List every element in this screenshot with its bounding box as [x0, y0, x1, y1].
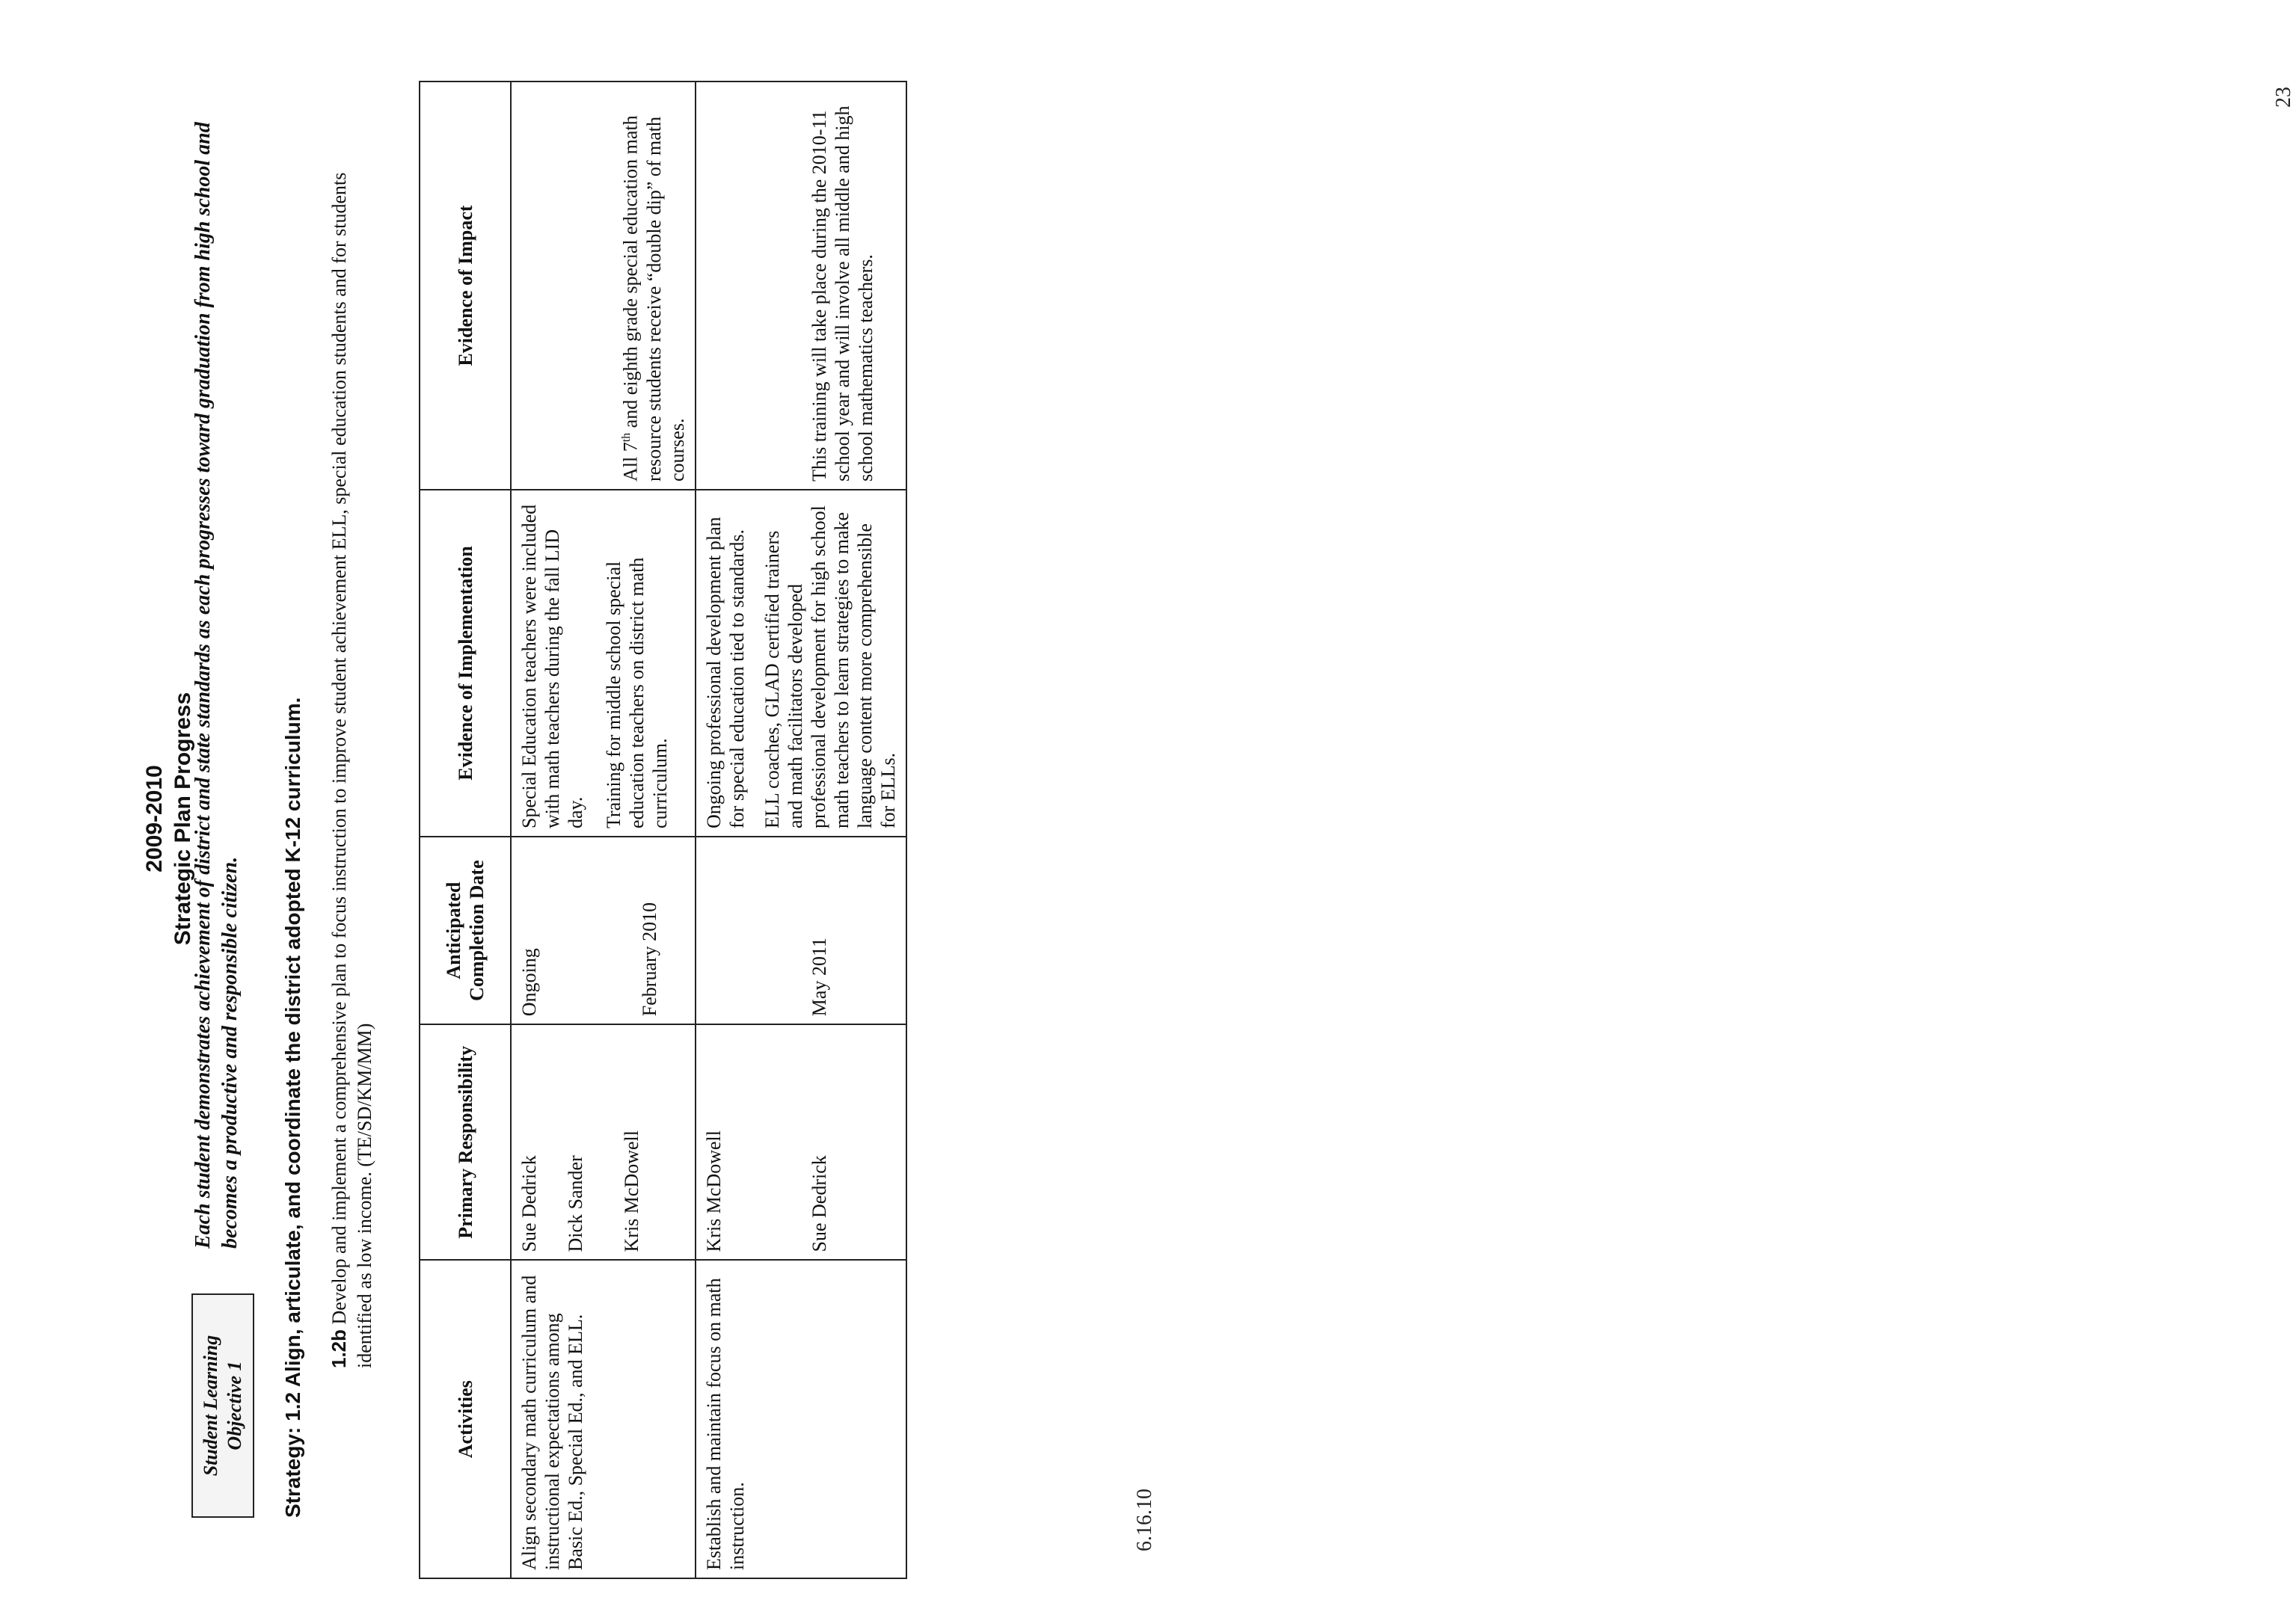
strategy-heading: [281, 698, 305, 1518]
table-row: [511, 81, 696, 1578]
date-cell: [696, 837, 906, 1024]
impact-cell: [696, 81, 906, 490]
strategy-text: Align, articulate, and coordinate the district adopted K-12 curriculum.: [281, 697, 304, 1388]
sub-strategy-code: 1.2b: [328, 1329, 350, 1368]
table-row: [696, 81, 906, 1578]
header-activities: Activities: [420, 1260, 511, 1578]
implementation-cell: [511, 490, 696, 837]
rotated-page-content: [135, 45, 1137, 1593]
responsibility-cell: [511, 1024, 696, 1260]
activity-cell: Establish and maintain focus on math instruction.: [696, 1260, 906, 1578]
objective-line1: Student Learning: [200, 1335, 221, 1477]
date-entry: Ongoing: [518, 948, 540, 1017]
header-completion-date: Anticipated Completion Date: [420, 837, 511, 1024]
objective-box: [191, 1293, 254, 1518]
responsibility-cell: [696, 1024, 906, 1260]
implementation-entry: Special Education teachers were included with math teachers during the fall LID day.: [518, 504, 586, 828]
progress-table: [419, 81, 907, 1579]
sub-strategy-text: Develop and implement a comprehensive plan to focus instruction to improve student achievement ELL, special education students and for students identified as low income. (TE/SD/KM/MM): [328, 172, 375, 1368]
responsibility-entry: Sue Dedrick: [808, 1155, 830, 1252]
title-year: 2009-2010: [142, 765, 167, 873]
objective-line2: Objective 1: [224, 1361, 245, 1450]
page-number: 23: [2272, 87, 2295, 108]
implementation-entry: Ongoing professional development plan for special education tied to standards.: [702, 517, 748, 828]
title-heading: Strategic Plan Progress: [171, 692, 195, 946]
header-impact: Evidence of Impact: [420, 81, 511, 490]
page-title: [141, 45, 197, 1593]
header-implementation: Evidence of Implementation: [420, 490, 511, 837]
implementation-cell: [696, 490, 906, 837]
sub-strategy: [326, 127, 378, 1368]
impact-entry: This training will take place during the 2010-11 school year and will involve all middle and high school mathematics teachers.: [808, 105, 877, 482]
implementation-entry: ELL coaches, GLAD certified trainers and math facilitators developed professional development for high school math teachers to learn strategies to make language content more comprehensible for ELLs.: [761, 505, 899, 828]
date-entry: February 2010: [639, 902, 660, 1017]
activity-cell: Align secondary math curriculum and instructional expectations among Basic Ed., Special Ed., and ELL.: [511, 1260, 696, 1578]
strategy-label: Strategy: 1.2: [281, 1391, 304, 1518]
goal-text: Each student demonstrates achievement of district and state standards as each progresses toward graduation from high school and becomes a productive and responsible citizen.: [191, 122, 242, 1249]
responsibility-entry: Sue Dedrick Dick Sander: [518, 1155, 586, 1252]
table-header-row: [420, 81, 511, 1578]
impact-cell: [511, 81, 696, 490]
implementation-entry: Training for middle school special education teachers on district math curriculum.: [603, 557, 671, 828]
responsibility-entry: Kris McDowell: [621, 1130, 642, 1252]
responsibility-entry: Kris McDowell: [702, 1130, 725, 1252]
date-cell: [511, 837, 696, 1024]
header-responsibility: Primary Responsibility: [420, 1024, 511, 1260]
impact-entry: All 7th and eighth grade special education math resource students receive “double dip” of math courses.: [619, 115, 688, 482]
date-entry: May 2011: [808, 938, 830, 1017]
footer-date-text: 6.16.10: [1133, 1489, 1156, 1551]
